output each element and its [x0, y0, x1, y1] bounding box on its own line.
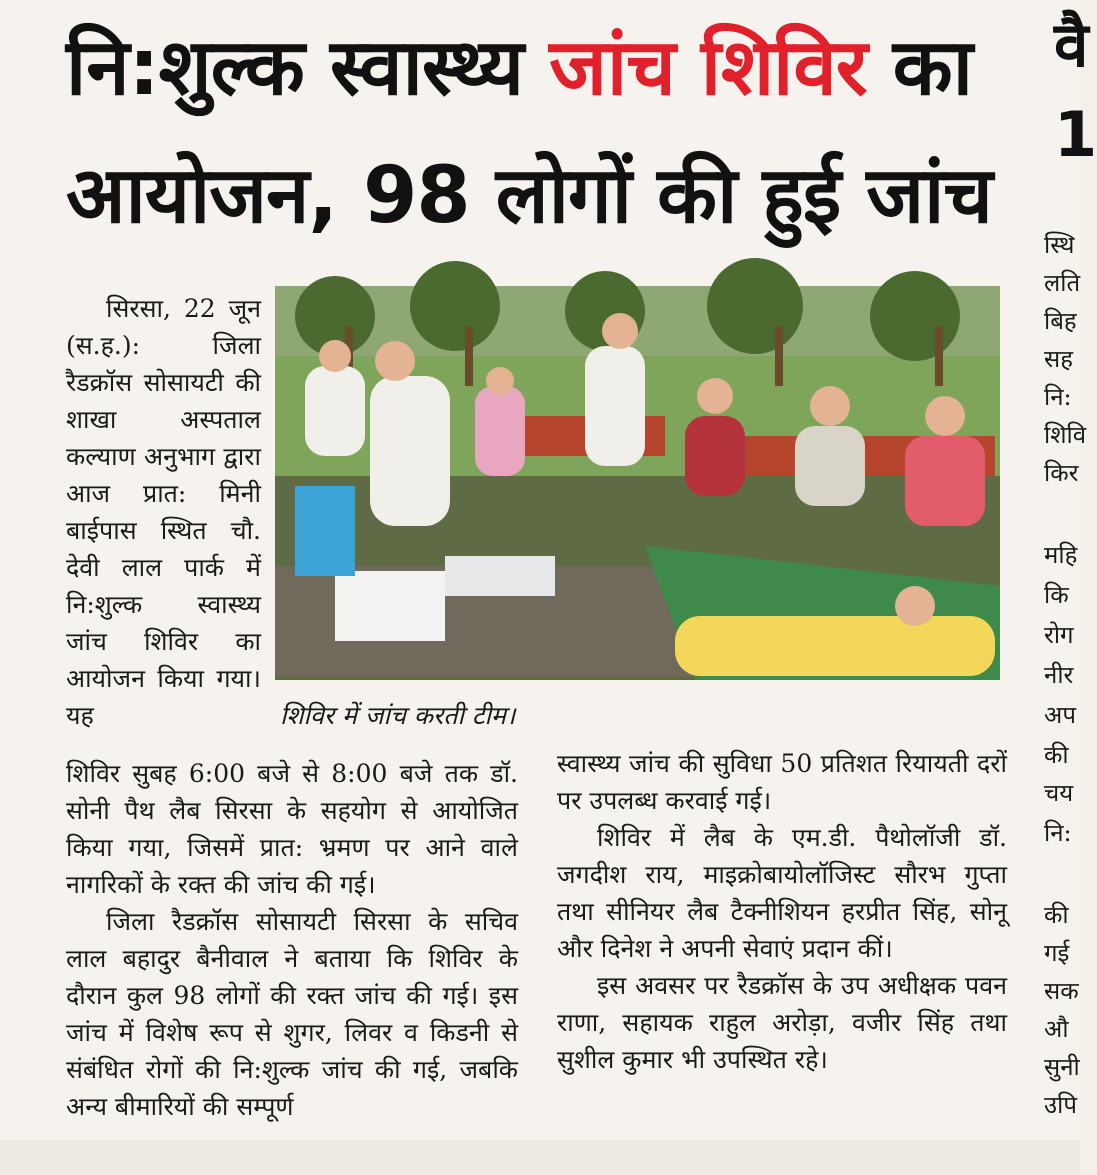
adjacent-line: किर	[1044, 459, 1079, 487]
headline-part-b: का	[866, 23, 972, 113]
article-paragraph-5: इस अवसर पर रैडक्रॉस के उप अधीक्षक पवन राणा, सहायक राहुल अरोड़ा, वजीर सिंह तथा सुशील कुमार भी उपस्थित रहे।	[557, 971, 1007, 1074]
adjacent-line: महि	[1044, 541, 1078, 569]
adjacent-headline-1: वै	[1054, 8, 1089, 81]
adjacent-line: अप	[1044, 701, 1076, 729]
adjacent-line: नीर	[1044, 661, 1074, 689]
adjacent-line: नि:	[1044, 819, 1072, 847]
next-article-strip	[0, 1140, 1080, 1175]
headline-line-1	[66, 22, 1006, 114]
adjacent-line: उपि	[1044, 1091, 1077, 1119]
adjacent-line: बिह	[1044, 307, 1077, 335]
adjacent-line: लति	[1044, 269, 1081, 297]
adjacent-line: औ	[1044, 1015, 1069, 1043]
article-intro-text: सिरसा, 22 जून (स.ह.): जिला रैडक्रॉस सोसायटी की शाखा अस्पताल कल्याण अनुभाग द्वारा आज प्रात: मिनी बाईपास स्थित चौ. देवी लाल पार्क में नि:शुल्क स्वास्थ्य जांच शिविर का आयोजन किया गया। यह	[66, 294, 261, 730]
photo-caption: शिविर में जांच करती टीम।	[280, 701, 516, 730]
adjacent-line: सुनी	[1044, 1053, 1080, 1081]
adjacent-line: चय	[1044, 779, 1074, 807]
article-paragraph-4: शिविर में लैब के एम.डी. पैथोलॉजी डॉ. जगदीश राय, माइक्रोबायोलॉजिस्ट सौरभ गुप्ता तथा सीनियर लैब टैक्नीशियन हरप्रीत सिंह, सोनू और दिनेश ने अपनी सेवाएं प्रदान कीं।	[557, 823, 1007, 963]
adjacent-headline-2: 1	[1054, 98, 1097, 171]
adjacent-line: स्थि	[1044, 231, 1075, 259]
photo-illustration	[275, 286, 1000, 680]
adjacent-line: गई	[1044, 939, 1070, 967]
article-paragraph-2: जिला रैडक्रॉस सोसायटी सिरसा के सचिव लाल बहादुर बैनीवाल ने बताया कि शिविर के दौरान कुल 98 लोगों की रक्त जांच की गई। इस जांच में विशेष रूप से शुगर, लिवर व किडनी से संबंधित रोगों की नि:शुल्क जांच की गई, जबकि अन्य बीमारियों की सम्पूर्ण	[66, 907, 518, 1121]
adjacent-line: शिवि	[1044, 421, 1087, 449]
adjacent-line: की	[1044, 741, 1069, 769]
adjacent-line: की	[1044, 901, 1069, 929]
headline-highlight: जांच शिविर	[549, 23, 867, 113]
adjacent-line: सह	[1044, 345, 1073, 373]
headline-line-2: आयोजन, 98 लोगों की हुई जांच	[66, 151, 992, 241]
news-photo	[275, 286, 1000, 680]
adjacent-article-fragment	[1030, 0, 1097, 1175]
article-paragraph-3: स्वास्थ्य जांच की सुविधा 50 प्रतिशत रियायती दरों पर उपलब्ध करवाई गई।	[557, 749, 1007, 815]
adjacent-line: कि	[1044, 581, 1069, 609]
adjacent-line: सक	[1044, 977, 1079, 1005]
adjacent-line: नि:	[1044, 383, 1072, 411]
article-column-left	[66, 755, 518, 1125]
article-paragraph-1: शिविर सुबह 6:00 बजे से 8:00 बजे तक डॉ. सोनी पैथ लैब सिरसा के सहयोग से आयोजित किया गया, जिसमें प्रात: भ्रमण पर आने वाले नागरिकों के रक्त की जांच की गई।	[66, 759, 518, 899]
article-column-right	[557, 745, 1007, 1078]
article-intro	[66, 290, 261, 734]
headline-part-a: नि:शुल्क स्वास्थ्य	[66, 23, 550, 113]
adjacent-line: रोग	[1044, 621, 1074, 649]
